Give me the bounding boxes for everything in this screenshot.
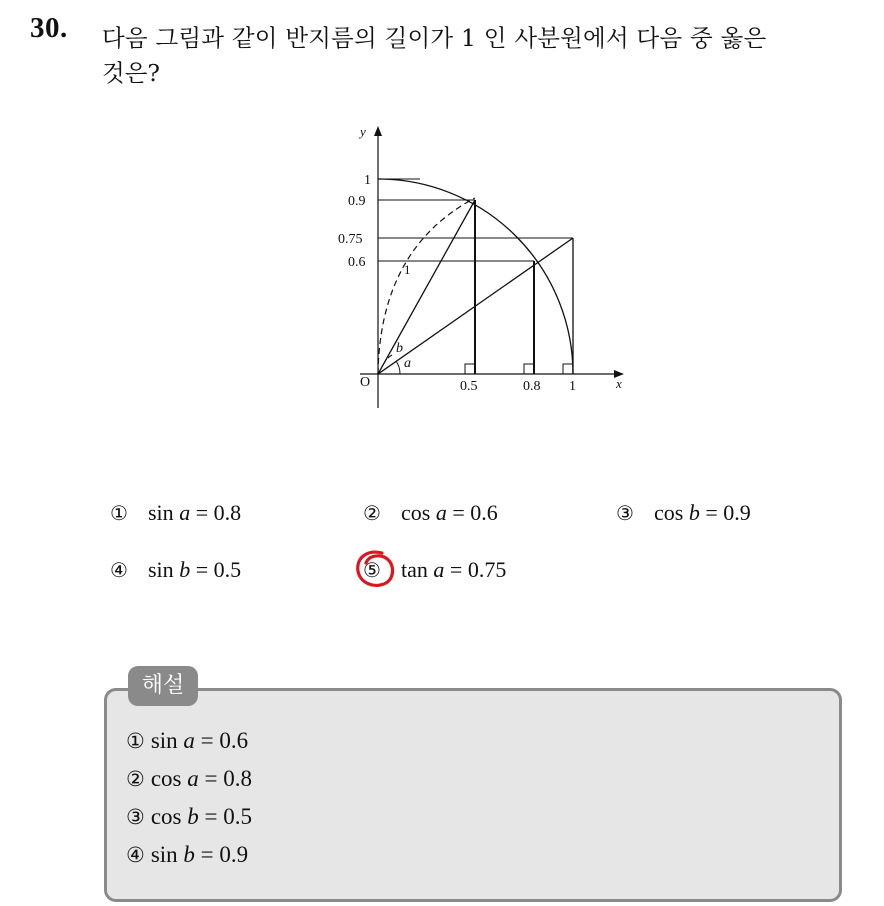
choice-3-equals: = xyxy=(705,500,718,525)
solution-line-1-number: ① xyxy=(126,729,145,753)
y-axis-label: y xyxy=(360,124,366,139)
choice-1-func: sin xyxy=(148,500,174,525)
choice-1-value: 0.8 xyxy=(213,500,242,525)
solution-line-4-func: sin xyxy=(150,842,178,867)
choice-3[interactable] xyxy=(616,499,751,527)
answer-mark-circle xyxy=(352,547,400,591)
solution-line-1-func: sin xyxy=(150,728,178,753)
x-tick-1: 1 xyxy=(569,379,576,394)
choice-1-var: a xyxy=(179,500,191,525)
choice-3-number: ③ xyxy=(616,501,634,525)
solution-line-1-value: 0.6 xyxy=(219,728,249,753)
choice-4-var: b xyxy=(179,557,191,582)
choice-2-var: a xyxy=(435,500,447,525)
radius-label: 1 xyxy=(404,262,411,277)
choice-4-number: ④ xyxy=(110,558,128,582)
right-angle-1 xyxy=(563,364,573,374)
angle-arc-a xyxy=(396,361,400,374)
choice-5-number: ⑤ xyxy=(363,558,381,582)
question-text-line1: 다음 그림과 같이 반지름의 길이가 1 인 사분원에서 다음 중 옳은 xyxy=(102,24,767,52)
choice-4-equals: = xyxy=(195,557,209,582)
solution-line-4-number: ④ xyxy=(126,843,145,867)
solution-line-3-equals: = xyxy=(204,804,218,829)
solution-line-2 xyxy=(126,766,252,792)
y-axis-arrow xyxy=(374,126,382,136)
choice-1[interactable] xyxy=(110,499,241,527)
solution-line-4 xyxy=(126,842,248,868)
solution-line-1 xyxy=(126,728,248,754)
choice-4-value: 0.5 xyxy=(213,557,242,582)
y-tick-0.75: 0.75 xyxy=(338,232,363,247)
choice-1-equals: = xyxy=(195,500,209,525)
origin-label: O xyxy=(360,375,371,390)
choice-2-value: 0.6 xyxy=(470,500,498,525)
y-tick-0.9: 0.9 xyxy=(348,194,366,209)
x-axis-label: x xyxy=(616,376,622,391)
choice-5-value: 0.75 xyxy=(467,557,507,582)
solution-line-3-func: cos xyxy=(150,804,182,829)
solution-line-4-value: 0.9 xyxy=(219,842,249,867)
solution-line-2-func: cos xyxy=(150,766,182,791)
solution-box xyxy=(104,688,842,902)
solution-line-2-equals: = xyxy=(204,766,218,791)
solution-line-2-value: 0.8 xyxy=(223,766,252,791)
angle-a-label: a xyxy=(404,356,411,371)
question-number: 30. xyxy=(30,12,68,44)
solution-label: 해설 xyxy=(128,666,198,706)
choice-1-number: ① xyxy=(110,501,128,525)
solution-line-1-var: a xyxy=(183,728,195,753)
solution-line-3-value: 0.5 xyxy=(223,804,252,829)
choice-2-equals: = xyxy=(452,500,465,525)
choice-3-value: 0.9 xyxy=(723,500,751,525)
hyp-b xyxy=(378,200,475,374)
solution-line-3-number: ③ xyxy=(126,805,145,829)
y-tick-1: 1 xyxy=(364,173,371,188)
y-tick-0.6: 0.6 xyxy=(348,255,366,270)
choice-4-func: sin xyxy=(148,557,174,582)
choice-2-func: cos xyxy=(401,500,431,525)
choice-2-number: ② xyxy=(363,501,381,525)
choice-5-var: a xyxy=(433,557,445,582)
choice-5-func: tan xyxy=(401,557,428,582)
solution-line-2-var: a xyxy=(187,766,199,791)
choice-4[interactable] xyxy=(110,556,241,584)
solution-line-1-equals: = xyxy=(200,728,214,753)
solution-line-2-number: ② xyxy=(126,767,145,791)
x-tick-0.5: 0.5 xyxy=(460,379,478,394)
quarter-circle-figure xyxy=(320,118,640,418)
choice-5-equals: = xyxy=(449,557,463,582)
x-tick-0.8: 0.8 xyxy=(523,379,541,394)
solution-line-4-var: b xyxy=(183,842,195,867)
choice-3-func: cos xyxy=(654,500,684,525)
solution-line-3-var: b xyxy=(187,804,199,829)
angle-b-label: b xyxy=(396,341,403,356)
solution-line-4-equals: = xyxy=(200,842,214,867)
choice-3-var: b xyxy=(688,500,700,525)
question-text-line2: 것은? xyxy=(102,59,161,87)
right-angle-0.5 xyxy=(465,364,475,374)
right-angle-0.8 xyxy=(524,364,534,374)
choice-2[interactable] xyxy=(363,499,498,527)
solution-line-3 xyxy=(126,804,252,830)
